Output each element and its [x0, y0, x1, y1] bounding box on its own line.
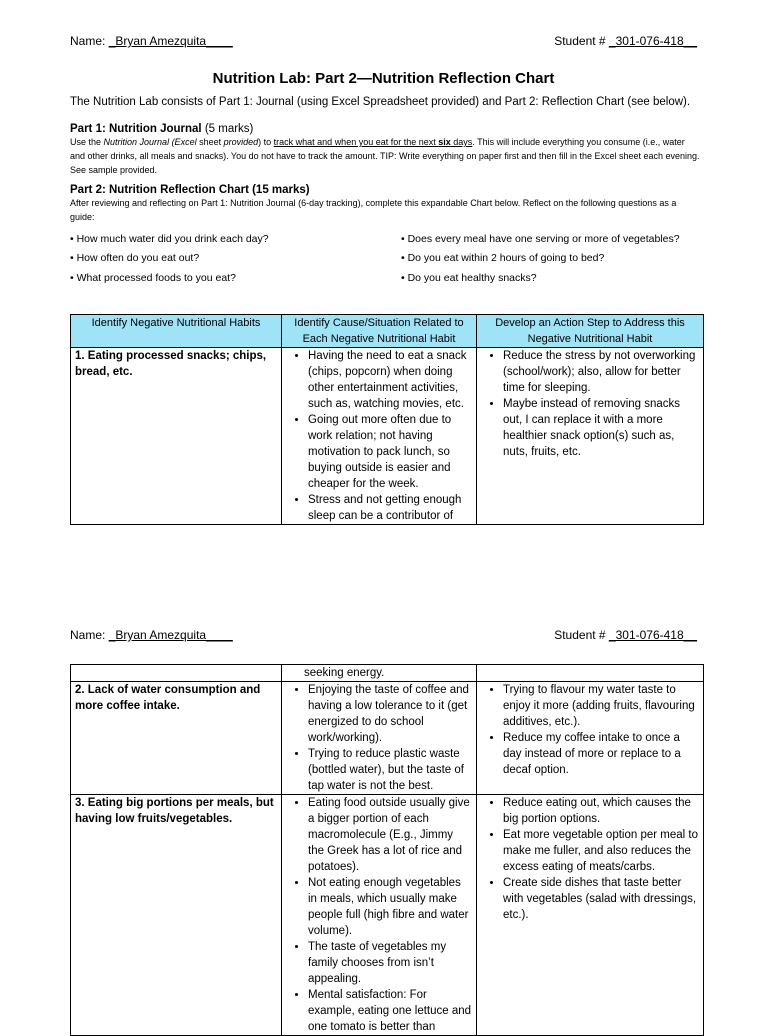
table-row — [71, 682, 704, 795]
list-item: • Reduce my coffee intake to once a day instead of more or replace to a decaf option. — [503, 730, 699, 778]
student-label: Student # — [554, 628, 606, 642]
table-row — [71, 795, 704, 1036]
habit-cell: 3. Eating big portions per meals, but having low fruits/vegetables. — [71, 795, 282, 1036]
table-header-row — [71, 315, 704, 348]
document-title: Nutrition Lab: Part 2—Nutrition Reflection Chart — [212, 70, 555, 87]
name-value: _Bryan Amezquita____ — [108, 628, 233, 642]
header-actions: Develop an Action Step to Address this Negative Nutritional Habit — [477, 315, 704, 348]
text: provided — [223, 137, 259, 147]
text: . This will include everything you consume (i.e., water and other drinks, all meals and snacks). You do not have to track the amount. TIP: Write everything on paper first and then fill in the Excel sheet each evening. See sample provided. — [70, 137, 700, 175]
table-row — [71, 348, 704, 525]
name-label: Name: — [70, 628, 106, 642]
part1-heading — [70, 123, 253, 135]
action-cell — [477, 682, 704, 795]
list-item: • Stress and not getting enough sleep can be a contributor of — [308, 492, 472, 524]
question: • Do you eat within 2 hours of going to bed? — [401, 252, 605, 264]
cause-cell — [282, 795, 477, 1036]
list-item: • Maybe instead of removing snacks out, I can replace it with a more healthier snack option(s) such as, nuts, fruits, etc. — [503, 396, 699, 460]
part2-heading: Part 2: Nutrition Reflection Chart (15 marks) — [70, 184, 310, 196]
habit-cell: 1. Eating processed snacks; chips, bread, etc. — [71, 348, 282, 525]
name-label: Name: — [70, 34, 106, 48]
underlined-text — [274, 137, 473, 147]
reflection-table-continued — [70, 664, 704, 1036]
list-item: • Trying to flavour my water taste to enjoy it more (adding fruits, flavouring additives, etc.). — [503, 682, 699, 730]
question: • Do you eat healthy snacks? — [401, 272, 537, 284]
list-item: • Not eating enough vegetables in meals, which usually make people full (high fibre and water volume). — [308, 875, 472, 939]
list-item: • Mental satisfaction: For example, eating one lettuce and one tomato is better than — [308, 987, 472, 1035]
student-number — [554, 628, 697, 642]
student-label: Student # — [554, 34, 606, 48]
page-header — [70, 34, 697, 48]
list-item: • Having the need to eat a snack (chips, popcorn) when doing other entertainment activities, such as, watching movies, etc. — [308, 348, 472, 412]
list-item: • Trying to reduce plastic waste (bottled water), but the taste of tap water is not the best. — [308, 746, 472, 794]
page-header — [70, 628, 697, 642]
action-cell — [477, 348, 704, 525]
list-item: • Going out more often due to work relation; not having motivation to pack lunch, so buying outside is easier and cheaper for the week. — [308, 412, 472, 492]
text: sheet — [196, 137, 224, 147]
student-value: _301-076-418__ — [608, 628, 697, 642]
text: Nutrition Journal (Excel — [103, 137, 197, 147]
table-row — [71, 665, 704, 682]
question: • How much water did you drink each day? — [70, 233, 269, 245]
part1-title: Part 1: Nutrition Journal — [70, 123, 202, 135]
text: ) to — [258, 137, 274, 147]
student-number — [554, 34, 697, 48]
question: • How often do you eat out? — [70, 252, 200, 264]
reflection-table — [70, 314, 704, 525]
header-habits: Identify Negative Nutritional Habits — [71, 315, 282, 348]
habit-cell: 2. Lack of water consumption and more coffee intake. — [71, 682, 282, 795]
text: days — [450, 137, 473, 147]
list-item: • The taste of vegetables my family chooses from isn’t appealing. — [308, 939, 472, 987]
list-item: • Eating food outside usually give a bigger portion of each macromolecule (E.g., Jimmy the Greek has a lot of rice and potatoes). — [308, 795, 472, 875]
text: track what and when you eat for the next — [273, 137, 439, 147]
student-value: _301-076-418__ — [608, 34, 697, 48]
list-item: • Reduce the stress by not overworking (school/work); also, allow for better time for sleeping. — [503, 348, 699, 396]
intro-text: The Nutrition Lab consists of Part 1: Journal (using Excel Spreadsheet provided) and Part 2: Reflection Chart (see below). — [70, 96, 691, 108]
list-item: • Reduce eating out, which causes the big portion options. — [503, 795, 699, 827]
action-cell — [477, 795, 704, 1036]
cause-cell: seeking energy. — [282, 665, 477, 682]
question: • What processed foods to you eat? — [70, 272, 236, 284]
list-item: • Eat more vegetable option per meal to make me fuller, and also reduces the excess eating of meats/carbs. — [503, 827, 699, 875]
text: six — [438, 137, 451, 147]
cause-cell — [282, 682, 477, 795]
header-causes: Identify Cause/Situation Related to Each Negative Nutritional Habit — [282, 315, 477, 348]
cause-cell — [282, 348, 477, 525]
list-item: • Enjoying the taste of coffee and having a low tolerance to it (get energized to do school work/working). — [308, 682, 472, 746]
question: • Does every meal have one serving or more of vegetables? — [401, 233, 680, 245]
part1-description — [70, 135, 700, 177]
part2-description: After reviewing and reflecting on Part 1: Nutrition Journal (6-day tracking), complete this expandable Chart below. Reflect on the following questions as a guide: — [70, 198, 677, 222]
part1-marks: (5 marks) — [204, 123, 254, 135]
name-value: _Bryan Amezquita____ — [108, 34, 233, 48]
action-cell — [477, 665, 704, 682]
text: Use the — [70, 137, 104, 147]
list-item: • Create side dishes that taste better with vegetables (salad with dressings, etc.). — [503, 875, 699, 923]
habit-cell — [71, 665, 282, 682]
